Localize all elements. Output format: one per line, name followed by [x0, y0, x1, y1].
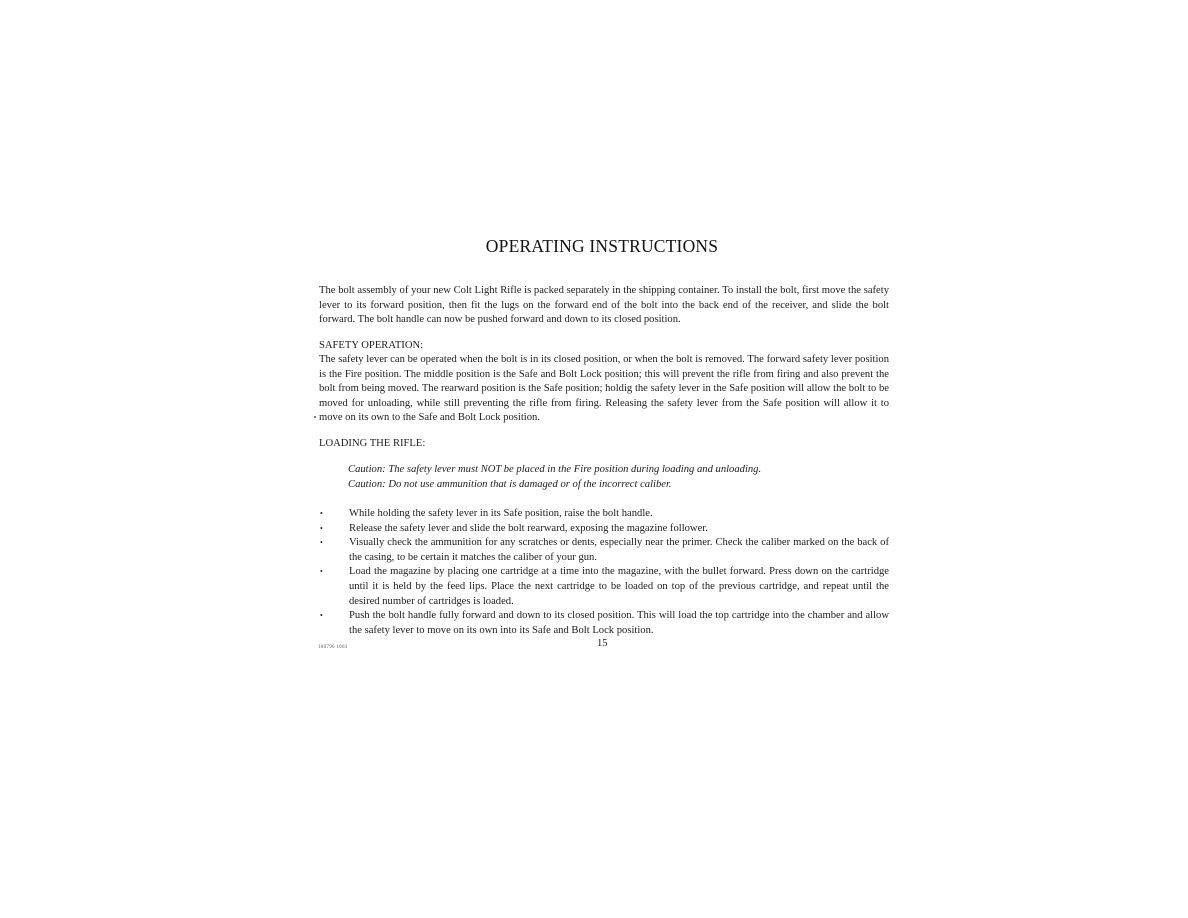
step-text: Release the safety lever and slide the bolt rearward, exposing the magazine follower. [349, 522, 708, 534]
bullet-icon: • [320, 509, 323, 518]
loading-rifle-heading: LOADING THE RIFLE: [319, 438, 426, 449]
step-text: Load the magazine by placing one cartridge at a time into the magazine, with the bullet forward. Press down on the cartridge until it is held by the feed lips. Place the next cartridge to be loaded on top of the previous cartridge, and repeat until the desired number of cartridges is loaded. [349, 566, 889, 607]
step-text: Visually check the ammunition for any scratches or dents, especially near the primer. Check the caliber marked on the back of the casing, to be certain it matches the caliber of your gun. [349, 537, 889, 563]
bullet-icon: • [320, 567, 323, 577]
list-item [319, 522, 889, 537]
caution-ammunition: Caution: Do not use ammunition that is damaged or of the incorrect caliber. [348, 479, 672, 490]
safety-operation-paragraph: The safety lever can be operated when the bolt is in its closed position, or when the bolt is removed. The forward safety lever position is the Fire position. The middle position is the Safe and Bolt Lock position; this will prevent the rifle from firing and also prevent the bolt from being moved. The rearward position is the Safe position; holdig the safety lever in the Safe position will allow the bolt to be moved for unloading, while still preventing the rifle from firing. Releasing the safety lever from the Safe position will allow it to move on its own to the Safe and Bolt Lock position. [319, 354, 889, 424]
footer-print-code: 100796 1003 [318, 645, 348, 650]
step-text: While holding the safety lever in its Safe position, raise the bolt handle. [349, 508, 653, 519]
safety-operation-heading: SAFETY OPERATION: [319, 340, 424, 351]
list-item [319, 565, 889, 609]
list-item [319, 507, 889, 522]
bullet-icon: • [320, 611, 323, 621]
loading-steps-list [319, 507, 889, 638]
page-number: 15 [597, 638, 608, 649]
bullet-icon: • [320, 523, 323, 533]
intro-paragraph: The bolt assembly of your new Colt Light Rifle is packed separately in the shipping container. To install the bolt, first move the safety lever to its forward position, then fit the lugs on the forward end of the bolt into the back end of the receiver, and slide the bolt forward. The bolt handle can now be pushed forward and down to its closed position. [319, 285, 889, 326]
page-title: OPERATING INSTRUCTIONS [485, 236, 719, 256]
caution-fire-position: Caution: The safety lever must NOT be placed in the Fire position during loading and unloading. [348, 464, 762, 475]
bullet-icon: • [320, 538, 323, 548]
list-item [319, 536, 889, 565]
list-item [319, 609, 889, 638]
scan-speck [314, 416, 316, 418]
step-text: Push the bolt handle fully forward and down to its closed position. This will load the top cartridge into the chamber and allow the safety lever to move on its own into its Safe and Bolt Lock position. [349, 610, 889, 636]
